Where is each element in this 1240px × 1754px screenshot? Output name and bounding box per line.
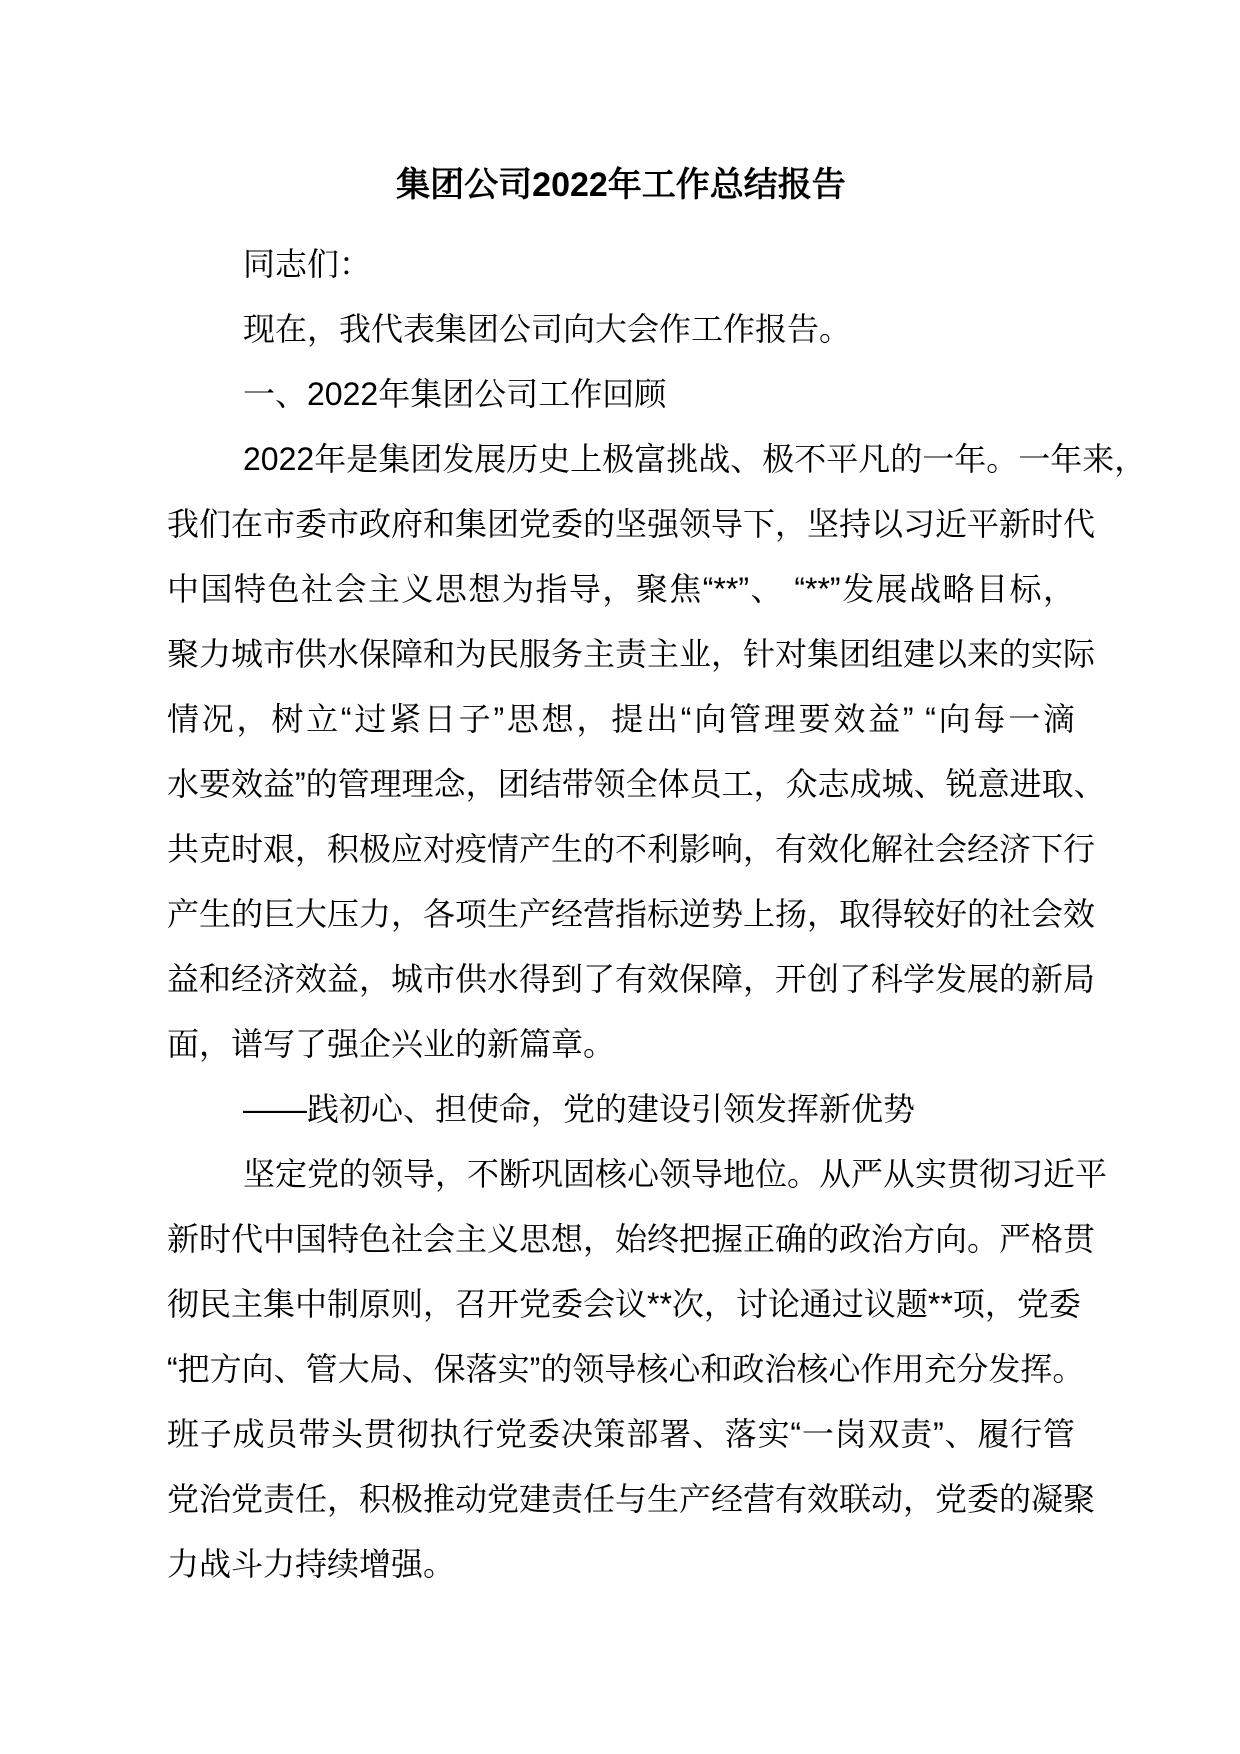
text-line: 2022年是集团发展历史上极富挑战、极不平凡的一年。一年来，	[243, 441, 1147, 477]
document-title: 集团公司2022年工作总结报告	[396, 166, 846, 204]
text-line: 我们在市委市政府和集团党委的坚强领导下，坚持以习近平新时代	[167, 506, 1096, 542]
text-line: 班子成员带头贯彻执行党委决策部署、落实“一岗双责”、履行管	[167, 1416, 1075, 1452]
text-line: 益和经济效益，城市供水得到了有效保障，开创了科学发展的新局	[167, 961, 1096, 997]
text-line: 力战斗力持续增强。	[167, 1546, 456, 1582]
text-line: 党治党责任，积极推动党建责任与生产经营有效联动，党委的凝聚	[167, 1481, 1096, 1517]
text-line: 彻民主集中制原则，召开党委会议**次，讨论通过议题**项，党委	[167, 1286, 1081, 1322]
paragraph-subheading	[167, 1077, 1075, 1142]
paragraph-salutation	[167, 232, 1075, 297]
text-line: 情况，树立“过紧日子”思想，提出“向管理要效益” “向每一滴	[167, 701, 1075, 737]
paragraph-heading	[167, 362, 1075, 427]
text-line: 共克时艰，积极应对疫情产生的不利影响，有效化解社会经济下行	[167, 831, 1096, 867]
text-line: 中国特色社会主义思想为指导，聚焦“**”、 “**”发展战略目标，	[167, 571, 1075, 607]
document-content	[167, 160, 1147, 1597]
text-line: 面，谱写了强企兴业的新篇章。	[167, 1026, 616, 1062]
text-line: ——践初心、担使命，党的建设引领发挥新优势	[243, 1091, 916, 1127]
paragraph-body	[167, 1142, 1108, 1597]
text-line: 现在，我代表集团公司向大会作工作报告。	[243, 311, 852, 347]
text-line: “把方向、管大局、保落实”的领导核心和政治核心作用充分发挥。	[167, 1351, 1085, 1387]
text-line: 同志们：	[243, 246, 372, 282]
text-line: 坚定党的领导，不断巩固核心领导地位。从严从实贯彻习近平	[243, 1156, 1108, 1192]
text-line: 产生的巨大压力，各项生产经营指标逆势上扬，取得较好的社会效	[167, 896, 1096, 932]
text-line: 新时代中国特色社会主义思想，始终把握正确的政治方向。严格贯	[167, 1221, 1096, 1257]
text-line: 聚力城市供水保障和为民服务主责主业，针对集团组建以来的实际	[167, 636, 1096, 672]
text-line: 水要效益”的管理理念，团结带领全体员工，众志成城、锐意进取、	[167, 766, 1106, 802]
document-body	[167, 232, 1147, 1597]
paragraph-body	[167, 297, 1075, 362]
paragraph-body	[167, 427, 1147, 1077]
text-line: 一、2022年集团公司工作回顾	[243, 376, 667, 412]
